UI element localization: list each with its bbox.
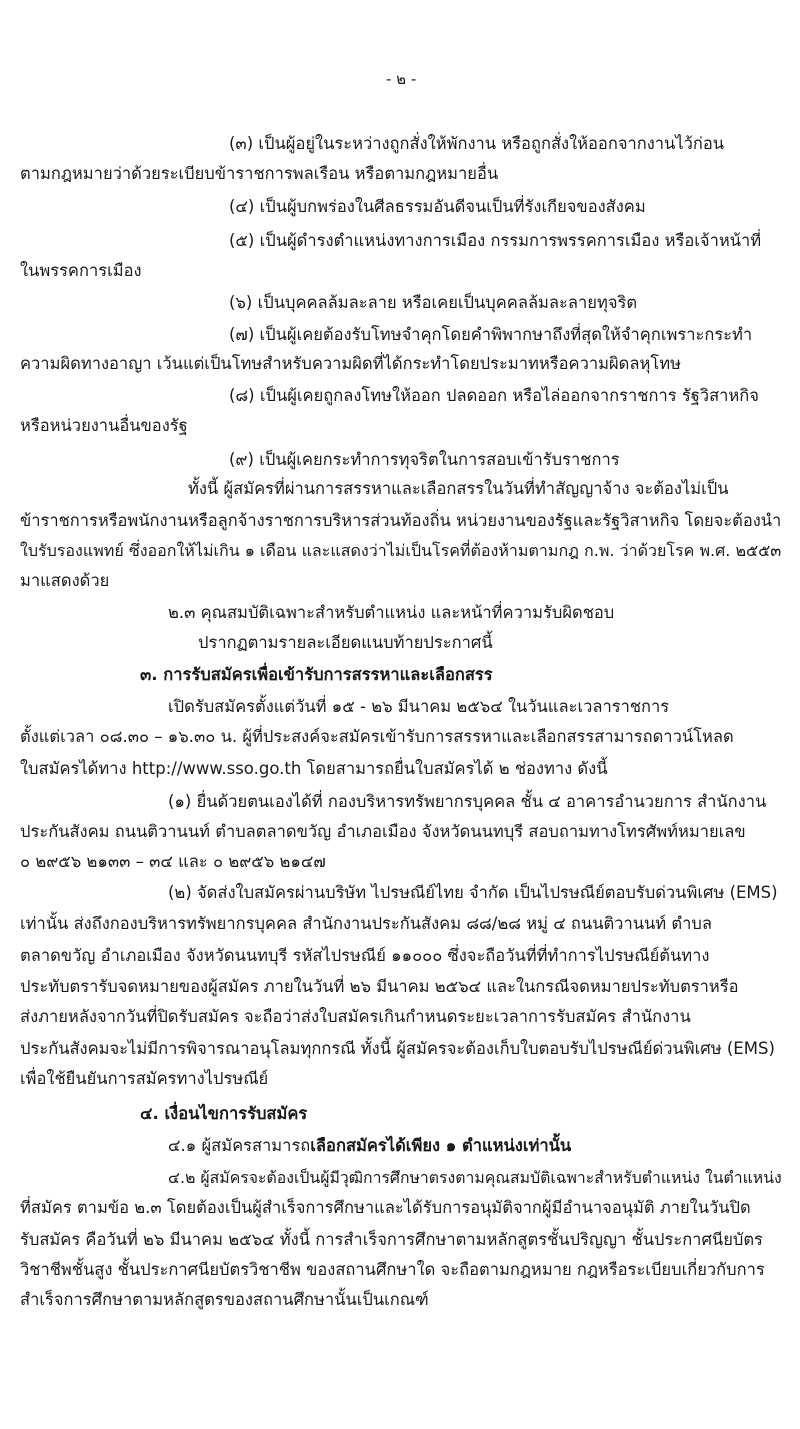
channel-2-line-1: (๒) จัดส่งใบสมัครผ่านบริษัท ไปรษณีย์ไทย จำกัด เป็นไปรษณีย์ตอบรับด่วนพิเศษ (EMS) xyxy=(168,883,778,902)
section-4-2-line-3: รับสมัคร คือวันที่ ๒๖ มีนาคม ๒๕๖๔ ทั้งนี้ การสำเร็จการศึกษาตามหลักสูตรชั้นปริญญา ชั้นประกาศนียบัตร xyxy=(20,1230,763,1249)
item-6: (๖) เป็นบุคคลล้มละลาย หรือเคยเป็นบุคคลล้มละลายทุจริต xyxy=(229,293,638,312)
section-2-3-line-2: ปรากฏตามรายละเอียดแนบท้ายประกาศนี้ xyxy=(198,633,493,652)
item-3-line-2: ตามกฎหมายว่าด้วยระเบียบข้าราชการพลเรือน หรือตามกฎหมายอื่น xyxy=(20,164,499,183)
channel-2-line-7: เพื่อใช้ยืนยันการสมัครทางไปรษณีย์ xyxy=(20,1069,269,1088)
item-5-line-1: (๕) เป็นผู้ดำรงตำแหน่งทางการเมือง กรรมการพรรคการเมือง หรือเจ้าหน้าที่ xyxy=(229,231,762,250)
note-line-3: ใบรับรองแพทย์ ซึ่งออกให้ไม่เกิน ๑ เดือน และแสดงว่าไม่เป็นโรคที่ต้องห้ามตามกฎ ก.พ. ว่าด้วยโรค พ.ศ. ๒๕๕๓ xyxy=(20,541,782,560)
section-4-2-line-5: สำเร็จการศึกษาตามหลักสูตรของสถานศึกษานั้นเป็นเกณฑ์ xyxy=(20,1290,429,1309)
section-4-2-line-4: วิชาชีพชั้นสูง ชั้นประกาศนียบัตรวิชาชีพ ของสถานศึกษาใด จะถือตามกฎหมาย กฎหรือระเบียบเกี่ยวกับการ xyxy=(20,1260,765,1279)
section-4-1-emphasis: เลือกสมัครได้เพียง ๑ ตำแหน่งเท่านั้น xyxy=(310,1136,572,1155)
section-4-2-line-2: ที่สมัคร ตามข้อ ๒.๓ โดยต้องเป็นผู้สำเร็จการศึกษาและได้รับการอนุมัติจากผู้มีอำนาจอนุมัติ ภายในวันปิด xyxy=(20,1198,751,1217)
section-4-1 xyxy=(168,1135,571,1157)
section-4-heading: ๔. เงื่อนไขการรับสมัคร xyxy=(140,1104,308,1123)
note-line-2: ข้าราชการหรือพนักงานหรือลูกจ้างราชการบริหารส่วนท้องถิ่น หน่วยงานของรัฐและรัฐวิสาหกิจ โดยจะต้องนำ xyxy=(20,511,782,530)
channel-2-line-3: ตลาดขวัญ อำเภอเมือง จังหวัดนนทบุรี รหัสไปรษณีย์ ๑๑๐๐๐ ซึ่งจะถือวันที่ที่ทำการไปรษณีย์ต้นทาง xyxy=(20,946,710,965)
item-7-line-1: (๗) เป็นผู้เคยต้องรับโทษจำคุกโดยคำพิพากษาถึงที่สุดให้จำคุกเพราะกระทำ xyxy=(229,325,753,344)
section-4-1-prefix: ๔.๑ ผู้สมัครสามารถ xyxy=(168,1136,311,1155)
note-line-4: มาแสดงด้วย xyxy=(20,571,110,590)
section-2-3-line-1: ๒.๓ คุณสมบัติเฉพาะสำหรับตำแหน่ง และหน้าที่ความรับผิดชอบ xyxy=(168,603,615,622)
page-number: - ๒ - xyxy=(386,70,417,88)
channel-2-line-5: ส่งภายหลังจากวันที่ปิดรับสมัคร จะถือว่าส่งใบสมัครเกินกำหนดระยะเวลาการรับสมัคร สำนักงาน xyxy=(20,1007,691,1026)
section-3-para-line-3: ใบสมัครได้ทาง http://www.sso.go.th โดยสามารถยื่นใบสมัครได้ ๒ ช่องทาง ดังนี้ xyxy=(20,759,608,778)
channel-2-line-6: ประกันสังคมจะไม่มีการพิจารณาอนุโลมทุกกรณี ทั้งนี้ ผู้สมัครจะต้องเก็บใบตอบรับไปรษณีย์ด่วนพิเศษ (EMS) xyxy=(20,1039,775,1058)
item-7-line-2: ความผิดทางอาญา เว้นแต่เป็นโทษสำหรับความผิดที่ได้กระทำโดยประมาทหรือความผิดลหุโทษ xyxy=(20,354,681,373)
item-8-line-1: (๘) เป็นผู้เคยถูกลงโทษให้ออก ปลดออก หรือไล่ออกจากราชการ รัฐวิสาหกิจ xyxy=(229,386,759,405)
section-3-para-line-2: ตั้งแต่เวลา ๐๘.๓๐ – ๑๖.๓๐ น. ผู้ที่ประสงค์จะสมัครเข้ารับการสรรหาและเลือกสรรสามารถดาวน์โหลด xyxy=(20,727,734,746)
item-4: (๔) เป็นผู้บกพร่องในศีลธรรมอันดีจนเป็นที่รังเกียจของสังคม xyxy=(229,197,646,216)
section-3-para-line-1: เปิดรับสมัครตั้งแต่วันที่ ๑๕ - ๒๖ มีนาคม ๒๕๖๔ ในวันและเวลาราชการ xyxy=(168,697,670,716)
item-3-line-1: (๓) เป็นผู้อยู่ในระหว่างถูกสั่งให้พักงาน หรือถูกสั่งให้ออกจากงานไว้ก่อน xyxy=(229,134,725,153)
item-9: (๙) เป็นผู้เคยกระทำการทุจริตในการสอบเข้ารับราชการ xyxy=(229,450,620,469)
channel-1-line-3: ๐ ๒๙๕๖ ๒๑๓๓ – ๓๔ และ ๐ ๒๙๕๖ ๒๑๔๗ xyxy=(20,852,326,871)
channel-2-line-4: ประทับตรารับจดหมายของผู้สมัคร ภายในวันที่ ๒๖ มีนาคม ๒๕๖๔ และในกรณีจดหมายประทับตราหรือ xyxy=(20,977,739,996)
item-5-line-2: ในพรรคการเมือง xyxy=(20,261,142,280)
note-line-1: ทั้งนี้ ผู้สมัครที่ผ่านการสรรหาและเลือกสรรในวันที่ทำสัญญาจ้าง จะต้องไม่เป็น xyxy=(188,479,729,498)
channel-2-line-2: เท่านั้น ส่งถึงกองบริหารทรัพยากรบุคคล สำนักงานประกันสังคม ๘๘/๒๘ หมู่ ๔ ถนนติวานนท์ ตำบล xyxy=(20,914,712,933)
item-8-line-2: หรือหน่วยงานอื่นของรัฐ xyxy=(20,416,188,435)
channel-1-line-1: (๑) ยื่นด้วยตนเองได้ที่ กองบริหารทรัพยากรบุคคล ชั้น ๔ อาคารอำนวยการ สำนักงาน xyxy=(168,792,767,811)
section-4-2-line-1: ๔.๒ ผู้สมัครจะต้องเป็นผู้มีวุฒิการศึกษาตรงตามคุณสมบัติเฉพาะสำหรับตำแหน่ง ในตำแหน่ง xyxy=(168,1168,782,1187)
channel-1-line-2: ประกันสังคม ถนนติวานนท์ ตำบลตลาดขวัญ อำเภอเมือง จังหวัดนนทบุรี สอบถามทางโทรศัพท์หมายเลข xyxy=(20,822,746,841)
section-3-heading: ๓. การรับสมัครเพื่อเข้ารับการสรรหาและเลือกสรร xyxy=(140,665,493,684)
